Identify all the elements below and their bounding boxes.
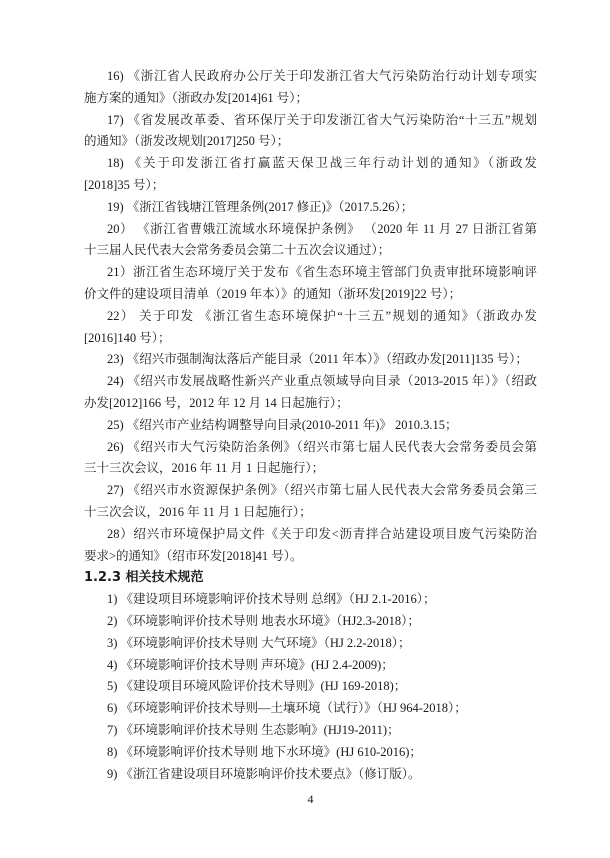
text-line: 17) 《省发展改革委、省环保厅关于印发浙江省大气污染防治“十三五”规划 xyxy=(107,112,537,127)
text-line: 8) 《环境影响评价技术导则 地下水环境》(HJ 610-2016)； xyxy=(107,744,422,759)
text-line: 26) 《绍兴市大气污染防治条例》（绍兴市第七届人民代表大会常务委员会第 xyxy=(107,439,537,454)
document-body xyxy=(84,66,537,785)
text-line: 2) 《环境影响评价技术导则 地表水环境》（HJ2.3-2018）； xyxy=(107,613,420,628)
text-line: 4) 《环境影响评价技术导则 声环境》(HJ 2.4-2009)； xyxy=(107,657,394,672)
text-line: [2016]140 号）； xyxy=(84,330,171,345)
text-line: 施方案的通知》（浙政办发[2014]61 号）； xyxy=(84,90,308,105)
text-line: 十三届人民代表大会常务委员会第二十五次会议通过）； xyxy=(84,243,391,258)
text-line: 7) 《环境影响评价技术导则 生态影响》(HJ19-2011)； xyxy=(107,722,400,737)
text-line: 的通知》（浙发改规划[2017]250 号）； xyxy=(84,134,290,149)
text-line: 3) 《环境影响评价技术导则 大气环境》（HJ 2.2-2018）； xyxy=(107,635,411,650)
text-line: 22） 关于印发 《浙江省生态环境保护“十三五”规划的通知》（浙政办发 xyxy=(107,308,537,323)
text-line: 27) 《绍兴市水资源保护条例》（绍兴市第七届人民代表大会常务委员会第三 xyxy=(107,483,537,498)
text-line: 办发[2012]166 号，2012 年 12 月 14 日起施行）； xyxy=(84,395,349,410)
text-line: 十三次会议，2016 年 11 月 1 日起施行）； xyxy=(84,504,312,519)
text-line: 18) 《关于印发浙江省打赢蓝天保卫战三年行动计划的通知》（浙政发 xyxy=(107,156,537,171)
text-line: 23) 《绍兴市强制淘汰落后产能目录（2011 年本）》（绍政办发[2011]135 号）； xyxy=(107,352,528,367)
text-line: 21）浙江省生态环境厅关于发布《省生态环境主管部门负责审批环境影响评 xyxy=(107,265,537,280)
text-line: 1) 《建设项目环境影响评价技术导则 总纲》（HJ 2.1-2016）； xyxy=(107,592,436,607)
text-line: 6) 《环境影响评价技术导则—土壤环境（试行）》（HJ 964-2018）； xyxy=(107,701,467,716)
text-line: 三十三次会议，2016 年 11 月 1 日起施行）； xyxy=(84,461,325,476)
text-line: [2018]35 号）； xyxy=(84,177,165,192)
text-line: 要求>的通知》（绍市环发[2018]41 号）。 xyxy=(84,548,303,563)
text-line: 20） 《浙江省曹娥江流域水环境保护条例》 （2020 年 11 月 27 日浙江省第 xyxy=(107,221,537,236)
text-line: 5) 《建设项目环境风险评价技术导则》(HJ 169-2018)； xyxy=(107,679,407,694)
text-line: 16) 《浙江省人民政府办公厅关于印发浙江省大气污染防治行动计划专项实 xyxy=(107,69,537,83)
section-heading: 1.2.3 相关技术规范 xyxy=(84,570,204,586)
text-line: 28）绍兴市环境保护局文件《关于印发<沥青拌合站建设项目废气污染防治 xyxy=(107,526,537,541)
text-line: 价文件的建设项目清单（2019 年本）》的通知（浙环发[2019]22 号）； xyxy=(84,286,462,301)
text-line: 19) 《浙江省钱塘江管理条例(2017 修正)》（2017.5.26）； xyxy=(107,199,414,214)
text-line: 9) 《浙江省建设项目环境影响评价技术要点》（修订版）。 xyxy=(107,766,421,781)
page-number: 4 xyxy=(307,792,314,806)
text-line: 24) 《绍兴市发展战略性新兴产业重点领域导向目录（2013-2015 年）》（绍政 xyxy=(107,374,537,389)
text-line: 25) 《绍兴市产业结构调整导向目录(2010-2011 年)》 2010.3.15； xyxy=(107,417,458,432)
